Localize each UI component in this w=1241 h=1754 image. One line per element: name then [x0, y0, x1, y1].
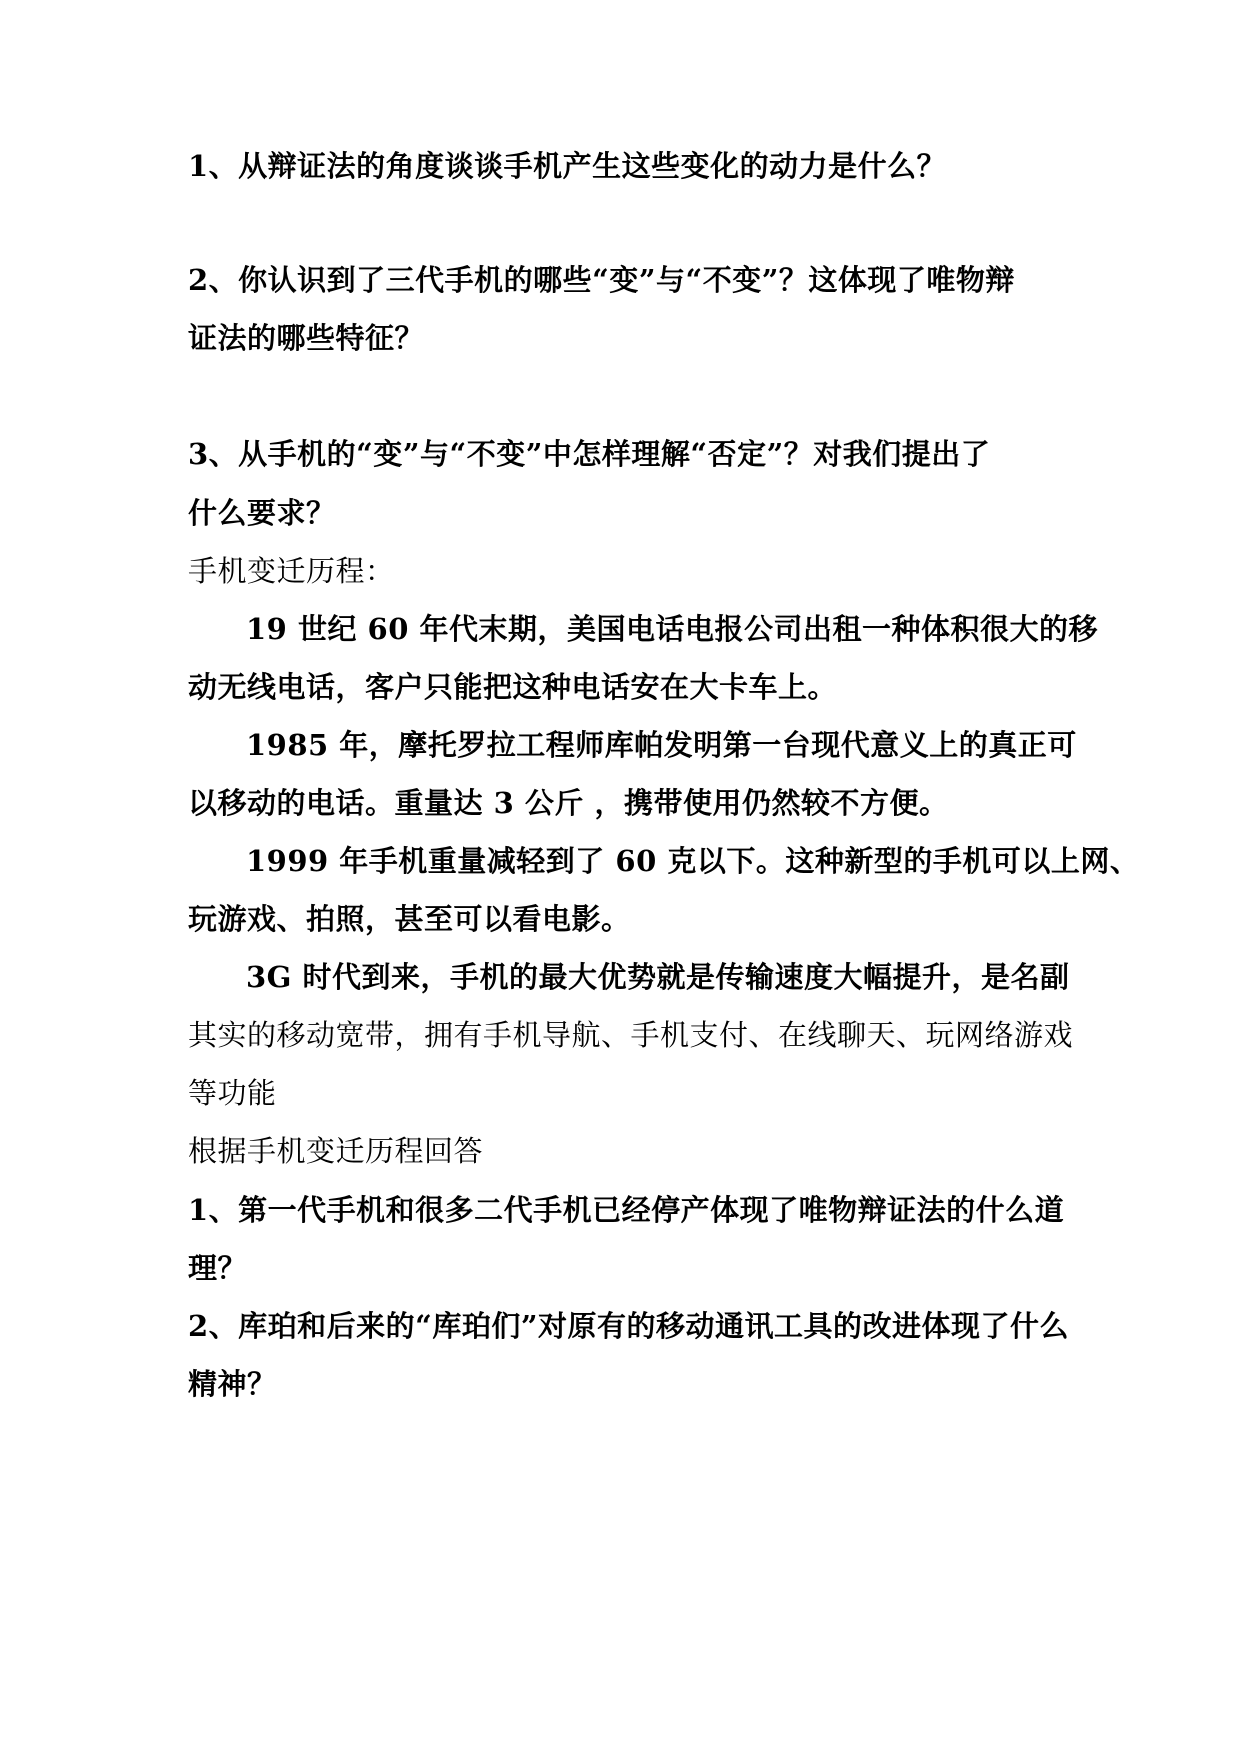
- history-paragraph-4-line-3: 等功能: [188, 1076, 277, 1110]
- question-1-line-1: 1、从辩证法的角度谈谈手机产生这些变化的动力是什么？: [188, 149, 947, 183]
- history-paragraph-1-line-2: 动无线电话，客户只能把这种电话安在大卡车上。: [188, 670, 838, 704]
- history-paragraph-2-line-1: 1985 年，摩托罗拉工程师库帕发明第一台现代意义上的真正可: [246, 728, 1077, 762]
- history-paragraph-4-line-1: 3G 时代到来，手机的最大优势就是传输速度大幅提升，是名副: [246, 960, 1070, 994]
- question-b-2-line-2: 精神？: [188, 1367, 277, 1401]
- history-heading: 手机变迁历程：: [188, 554, 395, 588]
- history-paragraph-2-line-2: 以移动的电话。重量达 3 公斤 ，携带使用仍然较不方便。: [188, 786, 949, 820]
- answer-heading: 根据手机变迁历程回答: [188, 1134, 484, 1168]
- history-paragraph-1-line-1: 19 世纪 60 年代末期，美国电话电报公司出租一种体积很大的移: [246, 612, 1099, 646]
- question-2-line-1: 2、你认识到了三代手机的哪些“变”与“不变”？这体现了唯物辩: [188, 263, 1015, 297]
- question-b-1-line-1: 1、第一代手机和很多二代手机已经停产体现了唯物辩证法的什么道: [188, 1193, 1065, 1227]
- question-3-line-2: 什么要求？: [188, 496, 336, 530]
- question-b-1-line-2: 理？: [188, 1251, 248, 1285]
- question-2-line-2: 证法的哪些特征？: [188, 321, 425, 355]
- history-paragraph-4-line-2: 其实的移动宽带，拥有手机导航、手机支付、在线聊天、玩网络游戏: [188, 1018, 1074, 1052]
- history-paragraph-3-line-1: 1999 年手机重量减轻到了 60 克以下。这种新型的手机可以上网、: [246, 844, 1140, 878]
- question-3-line-1: 3、从手机的“变”与“不变”中怎样理解“否定”？对我们提出了: [188, 437, 991, 471]
- question-b-2-line-1: 2、库珀和后来的“库珀们”对原有的移动通讯工具的改进体现了什么: [188, 1309, 1070, 1343]
- history-paragraph-3-line-2: 玩游戏、拍照，甚至可以看电影。: [188, 902, 631, 936]
